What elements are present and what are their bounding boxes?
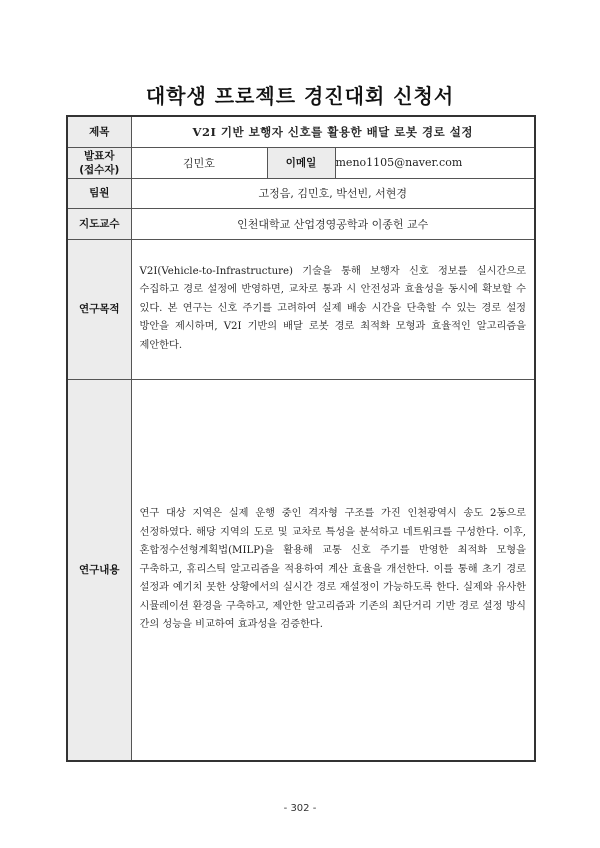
subject-row <box>67 116 535 147</box>
presenter-label <box>67 147 131 178</box>
team-row <box>67 178 535 208</box>
page-number: - 302 - <box>283 803 317 814</box>
document-title: 대학생 프로젝트 경진대회 신청서 <box>145 84 455 108</box>
subject-value: V2I 기반 보행자 신호를 활용한 배달 로봇 경로 설정 <box>131 116 535 147</box>
content-text: 연구 대상 지역은 실제 운행 중인 격자형 구조를 가진 인천광역시 송도 2동으로 선정하였다. 해당 지역의 도로 및 교차로 특성을 분석하고 네트워크를 구성한다. 이후, 혼합정수선형계획법(MILP)을 활용해 교통 신호 주기를 반영한 최적화 모형을 구축하고, 휴리스틱 알고리즘을 적용하여 계산 효율을 개선한다. 이를 통해 초기 경로 설정과 예기치 못한 상황에서의 실시간 경로 재설정이 가능하도록 한다. 실제와 유사한 시뮬레이션 환경을 구축하고, 제안한 알고리즘과 기존의 최단거리 기반 경로 설정 방식 간의 성능을 비교하여 효과성을 검증한다. <box>139 508 526 630</box>
application-form <box>66 115 536 762</box>
content-cell <box>131 379 535 761</box>
subject-label: 제목 <box>67 116 131 147</box>
email-label: 이메일 <box>267 147 335 178</box>
purpose-cell <box>131 239 535 379</box>
content-row <box>67 379 535 761</box>
content-label: 연구내용 <box>67 379 131 761</box>
purpose-row <box>67 239 535 379</box>
presenter-value: 김민호 <box>131 147 267 178</box>
advisor-label: 지도교수 <box>67 208 131 239</box>
presenter-label-line1: 발표자 <box>84 149 115 162</box>
presenter-label-line2: (접수자) <box>79 163 120 176</box>
presenter-row <box>67 147 535 178</box>
purpose-text: V2I(Vehicle-to-Infrastructure) 기술을 통해 보행자 신호 정보를 실시간으로 수집하고 경로 설정에 반영하면, 교차로 통과 시 안전성과 효율성을 동시에 확보할 수 있다. 본 연구는 신호 주기를 고려하여 실제 배송 시간을 단축할 수 있는 경로 설정 방안을 제시하며, V2I 기반의 배달 로봇 경로 최적화 모형과 효율적인 알고리즘을 제안한다. <box>139 265 526 351</box>
team-label: 팀원 <box>67 178 131 208</box>
purpose-label: 연구목적 <box>67 239 131 379</box>
advisor-row <box>67 208 535 239</box>
team-value: 고정음, 김민호, 박선빈, 서현경 <box>131 178 535 208</box>
advisor-value: 인천대학교 산업경영공학과 이종헌 교수 <box>131 208 535 239</box>
email-value: meno1105@naver.com <box>335 147 535 178</box>
